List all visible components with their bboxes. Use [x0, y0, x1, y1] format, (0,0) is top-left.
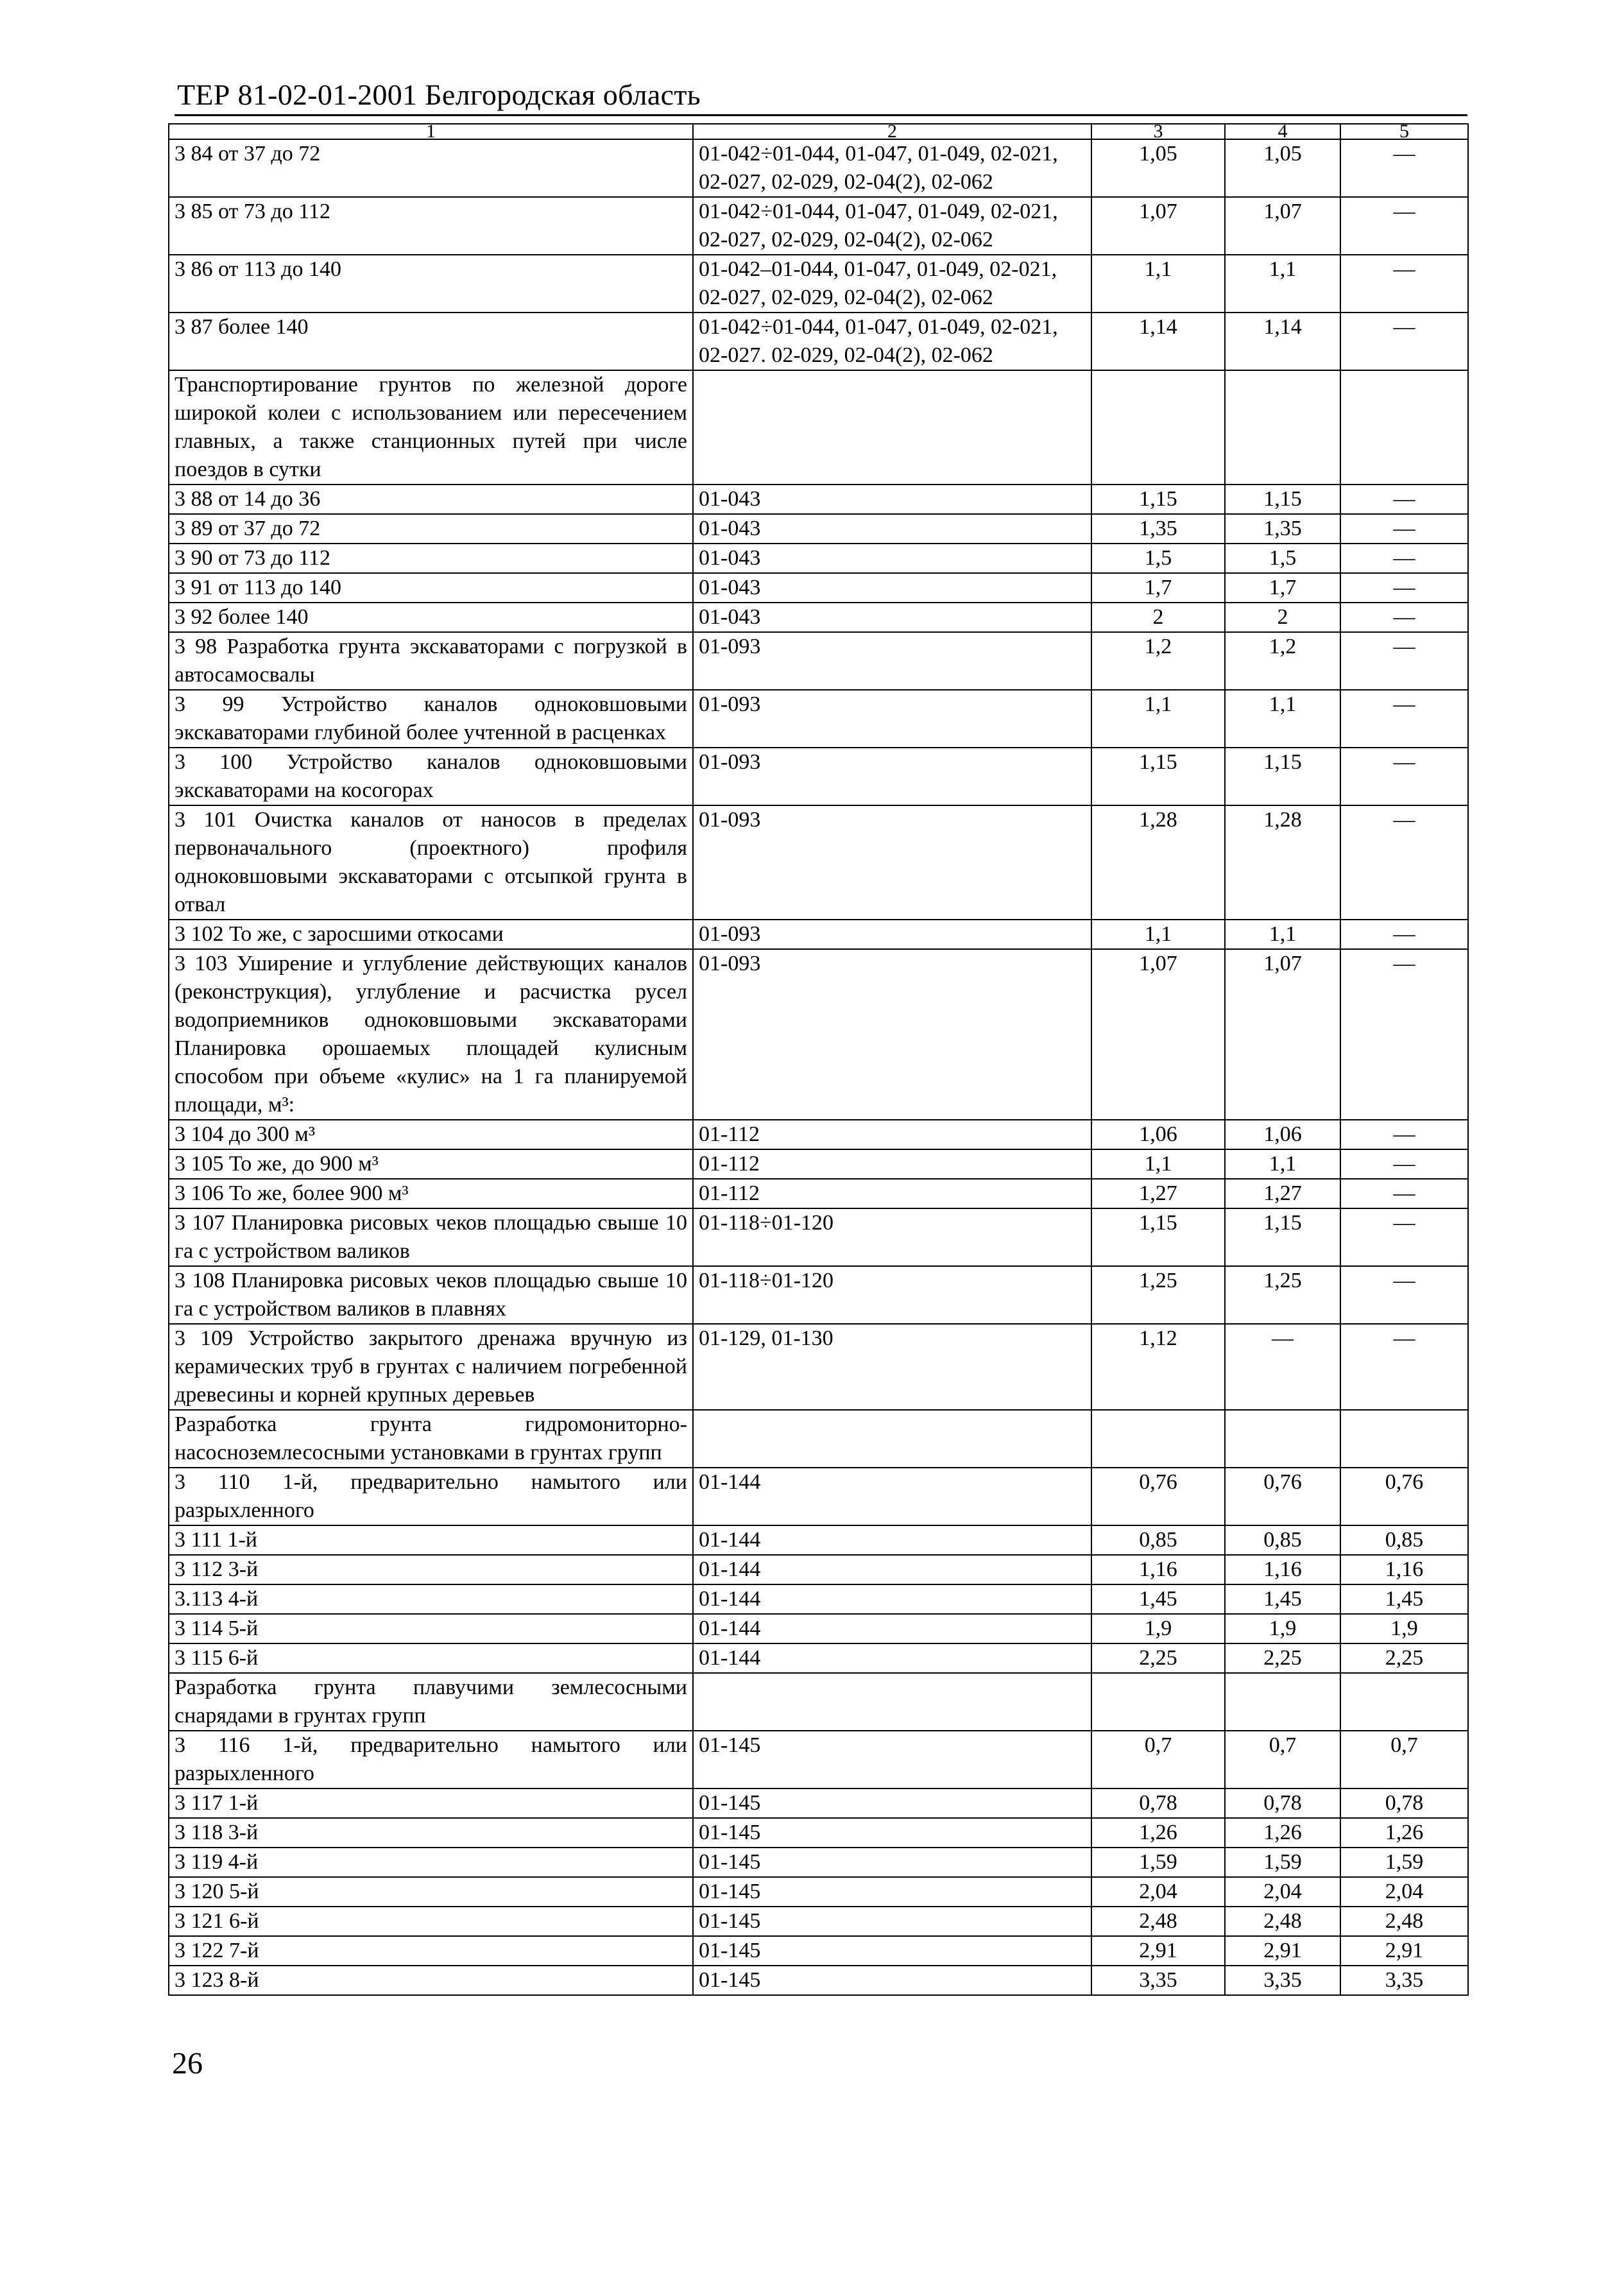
coefficient-col4-cell: 0,85 [1225, 1525, 1340, 1555]
table-row [169, 139, 1468, 197]
rate-codes-cell: 01-145 [693, 1936, 1091, 1966]
rate-codes-cell: 01-145 [693, 1966, 1091, 1995]
coefficient-col4-cell [1225, 1410, 1340, 1468]
table-row [169, 1788, 1468, 1818]
coefficients-table-container [168, 123, 1467, 1996]
coefficient-col3-cell: 1,28 [1091, 805, 1225, 920]
coefficient-col5-cell: 0,76 [1340, 1468, 1468, 1525]
coefficient-col4-cell: 1,16 [1225, 1555, 1340, 1584]
coefficient-col5-cell: 0,78 [1340, 1788, 1468, 1818]
work-description-cell: 3 116 1-й, предварительно намытого или разрыхленного [169, 1731, 693, 1788]
coefficient-col4-cell: 2 [1225, 603, 1340, 632]
rate-codes-cell: 01-093 [693, 690, 1091, 748]
coefficient-col5-cell: — [1340, 1149, 1468, 1179]
coefficient-col4-cell: 1,07 [1225, 949, 1340, 1120]
coefficient-col5-cell: — [1340, 197, 1468, 255]
coefficient-col3-cell: 1,25 [1091, 1266, 1225, 1324]
coefficient-col5-cell: — [1340, 573, 1468, 603]
table-row [169, 1643, 1468, 1673]
coefficient-col5-cell: — [1340, 1208, 1468, 1266]
work-description-cell: 3 110 1-й, предварительно намытого или разрыхленного [169, 1468, 693, 1525]
coefficient-col5-cell: 1,59 [1340, 1848, 1468, 1877]
coefficient-col3-cell: 0,7 [1091, 1731, 1225, 1788]
table-row [169, 1468, 1468, 1525]
coefficient-col3-cell: 1,7 [1091, 573, 1225, 603]
work-description-cell: 3 102 То же, с заросшими откосами [169, 920, 693, 949]
coefficient-col3-cell: 1,16 [1091, 1555, 1225, 1584]
rate-codes-cell: 01-145 [693, 1848, 1091, 1877]
coefficient-col4-cell: 0,7 [1225, 1731, 1340, 1788]
work-description-cell: 3 99 Устройство каналов одноковшовыми экскаваторами глубиной более учтенной в расценках [169, 690, 693, 748]
table-row [169, 255, 1468, 313]
document-title: ТЕР 81-02-01-2001 Белгородская область [177, 78, 701, 111]
work-description-cell: 3 109 Устройство закрытого дренажа вручную из керамических труб в грунтах с наличием погребенной древесины и корней крупных деревьев [169, 1324, 693, 1410]
table-row [169, 573, 1468, 603]
table-row [169, 1149, 1468, 1179]
table-row [169, 1324, 1468, 1410]
column-number-row [169, 124, 1468, 139]
table-row [169, 1614, 1468, 1643]
rate-codes-cell: 01-112 [693, 1179, 1091, 1208]
work-description-cell: 3 107 Планировка рисовых чеков площадью свыше 10 га с устройством валиков [169, 1208, 693, 1266]
coefficient-col5-cell: 1,26 [1340, 1818, 1468, 1848]
coefficient-col4-cell: 2,25 [1225, 1643, 1340, 1673]
rate-codes-cell: 01-112 [693, 1149, 1091, 1179]
coefficient-col5-cell [1340, 370, 1468, 485]
work-description-cell: 3 98 Разработка грунта экскаваторами с погрузкой в автосамосвалы [169, 632, 693, 690]
coefficient-col4-cell: 1,5 [1225, 544, 1340, 573]
coefficient-col5-cell: 2,48 [1340, 1907, 1468, 1936]
coefficient-col3-cell: 1,27 [1091, 1179, 1225, 1208]
coefficient-col3-cell: 1,35 [1091, 514, 1225, 544]
table-row [169, 313, 1468, 370]
rate-codes-cell: 01-042÷01-044, 01-047, 01-049, 02-021, 02-027, 02-029, 02-04(2), 02-062 [693, 197, 1091, 255]
coefficient-col5-cell: — [1340, 690, 1468, 748]
table-row [169, 1936, 1468, 1966]
table-row [169, 1584, 1468, 1614]
coefficient-col4-cell: 2,91 [1225, 1936, 1340, 1966]
table-row [169, 603, 1468, 632]
coefficient-col5-cell: — [1340, 805, 1468, 920]
coefficient-col5-cell: — [1340, 1179, 1468, 1208]
rate-codes-cell: 01-093 [693, 949, 1091, 1120]
rate-codes-cell: 01-043 [693, 603, 1091, 632]
coefficient-col3-cell: 0,85 [1091, 1525, 1225, 1555]
coefficient-col4-cell [1225, 1673, 1340, 1731]
coefficient-col5-cell: 2,25 [1340, 1643, 1468, 1673]
coefficient-col4-cell: 1,1 [1225, 920, 1340, 949]
coefficient-col5-cell: — [1340, 313, 1468, 370]
coefficient-col5-cell: — [1340, 255, 1468, 313]
coefficient-col5-cell: — [1340, 544, 1468, 573]
coefficient-col4-cell: 1,9 [1225, 1614, 1340, 1643]
coefficient-col4-cell: 2,04 [1225, 1877, 1340, 1907]
table-row [169, 1673, 1468, 1731]
work-description-cell: 3 123 8-й [169, 1966, 693, 1995]
column-number: 5 [1340, 124, 1468, 139]
table-row [169, 197, 1468, 255]
table-row [169, 805, 1468, 920]
column-number: 4 [1225, 124, 1340, 139]
coefficient-col5-cell: 2,91 [1340, 1936, 1468, 1966]
work-description-cell: 3 118 3-й [169, 1818, 693, 1848]
table-row [169, 1907, 1468, 1936]
work-description-cell: Разработка грунта плавучими землесосными снарядами в грунтах групп [169, 1673, 693, 1731]
coefficient-col4-cell: 1,27 [1225, 1179, 1340, 1208]
rate-codes-cell: 01-042–01-044, 01-047, 01-049, 02-021, 02-027, 02-029, 02-04(2), 02-062 [693, 255, 1091, 313]
page-number: 26 [172, 2046, 203, 2080]
coefficient-col5-cell: — [1340, 1120, 1468, 1149]
coefficient-col4-cell: 1,45 [1225, 1584, 1340, 1614]
work-description-cell: 3 91 от 113 до 140 [169, 573, 693, 603]
work-description-cell: 3 86 от 113 до 140 [169, 255, 693, 313]
coefficient-col3-cell: 1,14 [1091, 313, 1225, 370]
work-description-cell: 3 104 до 300 м³ [169, 1120, 693, 1149]
coefficient-col5-cell: — [1340, 632, 1468, 690]
coefficient-col5-cell: — [1340, 603, 1468, 632]
rate-codes-cell [693, 1410, 1091, 1468]
coefficient-col4-cell: 0,76 [1225, 1468, 1340, 1525]
coefficient-col3-cell: 1,1 [1091, 920, 1225, 949]
rate-codes-cell: 01-043 [693, 485, 1091, 514]
rate-codes-cell: 01-144 [693, 1525, 1091, 1555]
table-row [169, 514, 1468, 544]
coefficient-col3-cell: 1,9 [1091, 1614, 1225, 1643]
column-number: 3 [1091, 124, 1225, 139]
work-description-cell: 3 90 от 73 до 112 [169, 544, 693, 573]
coefficient-col4-cell [1225, 370, 1340, 485]
work-description-cell: 3 117 1-й [169, 1788, 693, 1818]
work-description-cell: 3 111 1-й [169, 1525, 693, 1555]
rate-codes-cell: 01-145 [693, 1731, 1091, 1788]
rate-codes-cell: 01-144 [693, 1555, 1091, 1584]
coefficient-col5-cell: — [1340, 139, 1468, 197]
table-row [169, 1179, 1468, 1208]
rate-codes-cell: 01-042÷01-044, 01-047, 01-049, 02-021, 02-027. 02-029, 02-04(2), 02-062 [693, 313, 1091, 370]
coefficient-col4-cell: 1,14 [1225, 313, 1340, 370]
rate-codes-cell: 01-144 [693, 1584, 1091, 1614]
coefficient-col5-cell [1340, 1673, 1468, 1731]
coefficient-col3-cell: 1,15 [1091, 485, 1225, 514]
rate-codes-cell: 01-145 [693, 1788, 1091, 1818]
coefficient-col3-cell: 1,1 [1091, 1149, 1225, 1179]
rate-codes-cell: 01-093 [693, 632, 1091, 690]
table-row [169, 370, 1468, 485]
table-row [169, 1966, 1468, 1995]
coefficient-col5-cell: — [1340, 748, 1468, 805]
work-description-cell: 3.113 4-й [169, 1584, 693, 1614]
table-row [169, 1731, 1468, 1788]
coefficient-col4-cell: 1,1 [1225, 255, 1340, 313]
coefficient-col3-cell [1091, 1410, 1225, 1468]
table-row [169, 1848, 1468, 1877]
coefficient-col3-cell: 2,04 [1091, 1877, 1225, 1907]
work-description-cell: 3 88 от 14 до 36 [169, 485, 693, 514]
table-row [169, 690, 1468, 748]
table-row [169, 544, 1468, 573]
work-description-cell: 3 121 6-й [169, 1907, 693, 1936]
work-description-cell: 3 92 более 140 [169, 603, 693, 632]
rate-codes-cell: 01-145 [693, 1877, 1091, 1907]
rate-codes-cell: 01-093 [693, 920, 1091, 949]
coefficient-col3-cell: 0,76 [1091, 1468, 1225, 1525]
coefficient-col4-cell: 1,07 [1225, 197, 1340, 255]
coefficient-col4-cell: 1,7 [1225, 573, 1340, 603]
coefficient-col3-cell: 3,35 [1091, 1966, 1225, 1995]
work-description-cell: 3 87 более 140 [169, 313, 693, 370]
rate-codes-cell: 01-118÷01-120 [693, 1208, 1091, 1266]
work-description-cell: 3 103 Уширение и углубление действующих каналов (реконструкция), углубление и расчистка русел водоприемников одноковшовыми экскаваторами Планировка орошаемых площадей кулисным способом при объеме «кулис» на 1 га планируемой площади, м³: [169, 949, 693, 1120]
coefficient-col5-cell: 0,7 [1340, 1731, 1468, 1788]
work-description-cell: 3 84 от 37 до 72 [169, 139, 693, 197]
table-row [169, 1208, 1468, 1266]
coefficient-col5-cell: — [1340, 514, 1468, 544]
work-description-cell: 3 112 3-й [169, 1555, 693, 1584]
work-description-cell: 3 105 То же, до 900 м³ [169, 1149, 693, 1179]
rate-codes-cell: 01-112 [693, 1120, 1091, 1149]
coefficient-col5-cell: 1,9 [1340, 1614, 1468, 1643]
coefficient-col3-cell: 1,07 [1091, 197, 1225, 255]
table-body [169, 124, 1468, 1995]
table-row [169, 1120, 1468, 1149]
work-description-cell: 3 108 Планировка рисовых чеков площадью свыше 10 га с устройством валиков в плавнях [169, 1266, 693, 1324]
coefficient-col4-cell: 2,48 [1225, 1907, 1340, 1936]
coefficient-col4-cell: 3,35 [1225, 1966, 1340, 1995]
table-row [169, 1818, 1468, 1848]
rate-codes-cell: 01-145 [693, 1818, 1091, 1848]
coefficient-col4-cell: 1,05 [1225, 139, 1340, 197]
table-row [169, 1266, 1468, 1324]
rate-codes-cell: 01-042÷01-044, 01-047, 01-049, 02-021, 02-027, 02-029, 02-04(2), 02-062 [693, 139, 1091, 197]
rate-codes-cell: 01-043 [693, 544, 1091, 573]
work-description-cell: Разработка грунта гидромониторно-насосноземлесосными установками в грунтах групп [169, 1410, 693, 1468]
coefficient-col4-cell: 1,15 [1225, 1208, 1340, 1266]
coefficient-col4-cell: 1,15 [1225, 485, 1340, 514]
coefficient-col3-cell: 1,1 [1091, 255, 1225, 313]
coefficient-col3-cell: 2,25 [1091, 1643, 1225, 1673]
rate-codes-cell [693, 1673, 1091, 1731]
work-description-cell: 3 122 7-й [169, 1936, 693, 1966]
rate-codes-cell: 01-129, 01-130 [693, 1324, 1091, 1410]
coefficient-col5-cell: 2,04 [1340, 1877, 1468, 1907]
table-row [169, 949, 1468, 1120]
work-description-cell: 3 85 от 73 до 112 [169, 197, 693, 255]
table-row [169, 748, 1468, 805]
rate-codes-cell: 01-093 [693, 805, 1091, 920]
table-row [169, 1525, 1468, 1555]
rate-codes-cell: 01-145 [693, 1907, 1091, 1936]
coefficient-col4-cell: 1,26 [1225, 1818, 1340, 1848]
coefficient-col5-cell: — [1340, 485, 1468, 514]
coefficient-col3-cell [1091, 1673, 1225, 1731]
coefficient-col3-cell: 1,15 [1091, 748, 1225, 805]
table-row [169, 632, 1468, 690]
work-description-cell: 3 114 5-й [169, 1614, 693, 1643]
coefficient-col3-cell: 1,1 [1091, 690, 1225, 748]
rate-codes-cell: 01-043 [693, 514, 1091, 544]
coefficient-col3-cell: 2,91 [1091, 1936, 1225, 1966]
coefficient-col5-cell: 1,45 [1340, 1584, 1468, 1614]
coefficients-table [168, 123, 1469, 1996]
coefficient-col3-cell: 1,5 [1091, 544, 1225, 573]
coefficient-col4-cell: 1,1 [1225, 690, 1340, 748]
work-description-cell: 3 115 6-й [169, 1643, 693, 1673]
coefficient-col4-cell: 0,78 [1225, 1788, 1340, 1818]
rate-codes-cell: 01-118÷01-120 [693, 1266, 1091, 1324]
coefficient-col5-cell: 0,85 [1340, 1525, 1468, 1555]
work-description-cell: Транспортирование грунтов по железной дороге широкой колеи с использованием или пересечением главных, а также станционных путей при числе поездов в сутки [169, 370, 693, 485]
coefficient-col3-cell: 1,26 [1091, 1818, 1225, 1848]
coefficient-col4-cell: 1,35 [1225, 514, 1340, 544]
coefficient-col3-cell: 1,15 [1091, 1208, 1225, 1266]
coefficient-col3-cell: 1,06 [1091, 1120, 1225, 1149]
table-row [169, 1877, 1468, 1907]
coefficient-col4-cell: 1,59 [1225, 1848, 1340, 1877]
rate-codes-cell: 01-144 [693, 1614, 1091, 1643]
coefficient-col5-cell: 1,16 [1340, 1555, 1468, 1584]
coefficient-col4-cell: 1,25 [1225, 1266, 1340, 1324]
coefficient-col3-cell [1091, 370, 1225, 485]
coefficient-col3-cell: 0,78 [1091, 1788, 1225, 1818]
work-description-cell: 3 120 5-й [169, 1877, 693, 1907]
rate-codes-cell: 01-043 [693, 573, 1091, 603]
table-row [169, 920, 1468, 949]
coefficient-col3-cell: 1,05 [1091, 139, 1225, 197]
coefficient-col3-cell: 1,12 [1091, 1324, 1225, 1410]
work-description-cell: 3 119 4-й [169, 1848, 693, 1877]
coefficient-col3-cell: 1,07 [1091, 949, 1225, 1120]
work-description-cell: 3 100 Устройство каналов одноковшовыми экскаваторами на косогорах [169, 748, 693, 805]
page-header [175, 76, 1467, 116]
coefficient-col5-cell [1340, 1410, 1468, 1468]
coefficient-col3-cell: 1,2 [1091, 632, 1225, 690]
coefficient-col4-cell: 1,06 [1225, 1120, 1340, 1149]
rate-codes-cell: 01-144 [693, 1468, 1091, 1525]
rate-codes-cell: 01-093 [693, 748, 1091, 805]
coefficient-col3-cell: 2 [1091, 603, 1225, 632]
coefficient-col3-cell: 1,45 [1091, 1584, 1225, 1614]
rate-codes-cell: 01-144 [693, 1643, 1091, 1673]
coefficient-col5-cell: — [1340, 1266, 1468, 1324]
work-description-cell: 3 101 Очистка каналов от наносов в пределах первоначального (проектного) профиля одноковшовыми экскаваторами с отсыпкой грунта в отвал [169, 805, 693, 920]
coefficient-col5-cell: — [1340, 1324, 1468, 1410]
column-number: 2 [693, 124, 1091, 139]
work-description-cell: 3 89 от 37 до 72 [169, 514, 693, 544]
coefficient-col4-cell: 1,1 [1225, 1149, 1340, 1179]
table-row [169, 485, 1468, 514]
rate-codes-cell [693, 370, 1091, 485]
coefficient-col5-cell: 3,35 [1340, 1966, 1468, 1995]
work-description-cell: 3 106 То же, более 900 м³ [169, 1179, 693, 1208]
coefficient-col4-cell: 1,28 [1225, 805, 1340, 920]
table-row [169, 1410, 1468, 1468]
coefficient-col4-cell: 1,2 [1225, 632, 1340, 690]
table-row [169, 1555, 1468, 1584]
column-number: 1 [169, 124, 693, 139]
coefficient-col3-cell: 2,48 [1091, 1907, 1225, 1936]
coefficient-col3-cell: 1,59 [1091, 1848, 1225, 1877]
coefficient-col5-cell: — [1340, 949, 1468, 1120]
coefficient-col5-cell: — [1340, 920, 1468, 949]
coefficient-col4-cell: — [1225, 1324, 1340, 1410]
coefficient-col4-cell: 1,15 [1225, 748, 1340, 805]
